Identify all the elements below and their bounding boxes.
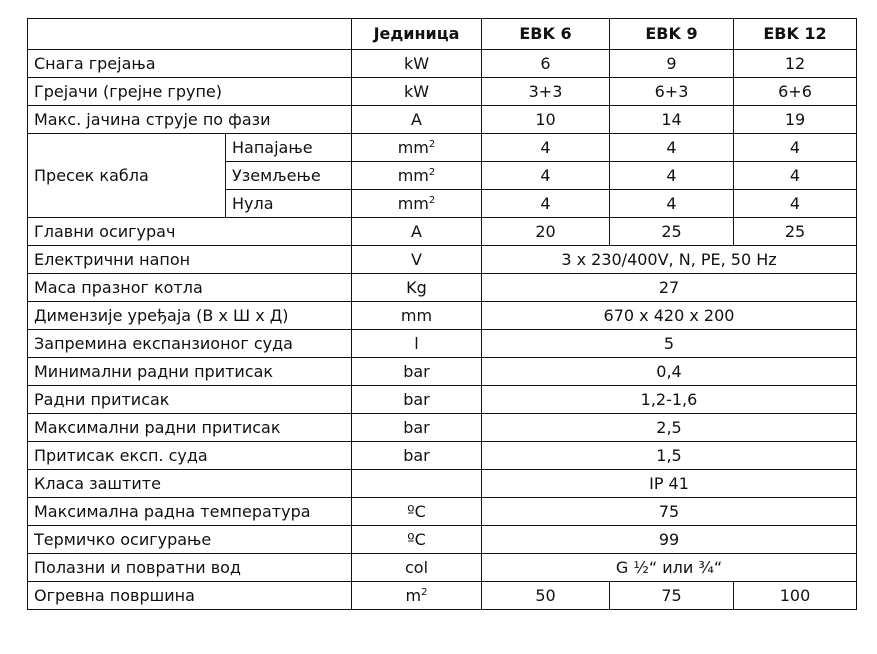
value-cell: 100 bbox=[734, 582, 857, 610]
header-model-ebk9: EBK 9 bbox=[610, 19, 734, 50]
value-cell: 14 bbox=[610, 106, 734, 134]
table-row bbox=[28, 218, 857, 246]
value-cell: 4 bbox=[610, 190, 734, 218]
table-row bbox=[28, 302, 857, 330]
row-label: Огревна површина bbox=[28, 582, 352, 610]
table-row bbox=[28, 246, 857, 274]
table-row bbox=[28, 582, 857, 610]
shared-value-cell: IP 41 bbox=[482, 470, 857, 498]
shared-value-cell: 27 bbox=[482, 274, 857, 302]
value-cell: 10 bbox=[482, 106, 610, 134]
unit-cell bbox=[352, 470, 482, 498]
shared-value-cell: 75 bbox=[482, 498, 857, 526]
unit-cell bbox=[352, 134, 482, 162]
row-label: Полазни и повратни вод bbox=[28, 554, 352, 582]
value-cell: 4 bbox=[734, 162, 857, 190]
value-cell: 6+3 bbox=[610, 78, 734, 106]
shared-value-cell: 5 bbox=[482, 330, 857, 358]
header-unit: Јединица bbox=[352, 19, 482, 50]
cable-section-label: Пресек кабла bbox=[28, 134, 226, 218]
unit-cell: A bbox=[352, 106, 482, 134]
value-cell: 6+6 bbox=[734, 78, 857, 106]
shared-value-cell: 2,5 bbox=[482, 414, 857, 442]
table-row bbox=[28, 358, 857, 386]
row-label: Снага грејања bbox=[28, 50, 352, 78]
shared-value-cell: 99 bbox=[482, 526, 857, 554]
value-cell: 9 bbox=[610, 50, 734, 78]
sub-row-label: Нула bbox=[226, 190, 352, 218]
shared-value-cell: 1,5 bbox=[482, 442, 857, 470]
row-label: Притисак експ. суда bbox=[28, 442, 352, 470]
row-label: Маса празног котла bbox=[28, 274, 352, 302]
shared-value-cell: 0,4 bbox=[482, 358, 857, 386]
value-cell: 4 bbox=[482, 190, 610, 218]
unit-cell: bar bbox=[352, 386, 482, 414]
value-cell: 19 bbox=[734, 106, 857, 134]
row-label: Минимални радни притисак bbox=[28, 358, 352, 386]
row-label: Максимални радни притисак bbox=[28, 414, 352, 442]
table-row bbox=[28, 50, 857, 78]
row-label: Грејачи (грејне групе) bbox=[28, 78, 352, 106]
table-row bbox=[28, 554, 857, 582]
unit-cell bbox=[352, 162, 482, 190]
header-model-ebk6: EBK 6 bbox=[482, 19, 610, 50]
row-label: Термичко осигурање bbox=[28, 526, 352, 554]
unit-base: mm bbox=[397, 137, 429, 157]
unit-superscript: 2 bbox=[421, 586, 428, 598]
sub-row-label: Уземљење bbox=[226, 162, 352, 190]
unit-cell: V bbox=[352, 246, 482, 274]
row-label: Главни осигурач bbox=[28, 218, 352, 246]
unit-cell: bar bbox=[352, 442, 482, 470]
value-cell: 12 bbox=[734, 50, 857, 78]
table-row bbox=[28, 274, 857, 302]
table-row bbox=[28, 526, 857, 554]
table-row bbox=[28, 498, 857, 526]
shared-value-cell: G ½“ или ¾“ bbox=[482, 554, 857, 582]
value-cell: 50 bbox=[482, 582, 610, 610]
table-row bbox=[28, 106, 857, 134]
row-label: Максимална радна температура bbox=[28, 498, 352, 526]
unit-cell bbox=[352, 582, 482, 610]
unit-cell: mm bbox=[352, 302, 482, 330]
header-blank-cell bbox=[28, 19, 352, 50]
unit-superscript: 2 bbox=[428, 194, 436, 206]
value-cell: 4 bbox=[482, 134, 610, 162]
row-label: Електрични напон bbox=[28, 246, 352, 274]
unit-cell: ºC bbox=[352, 526, 482, 554]
unit-superscript: 2 bbox=[428, 166, 436, 178]
unit-cell: ºC bbox=[352, 498, 482, 526]
unit-cell: kW bbox=[352, 50, 482, 78]
unit-cell: bar bbox=[352, 358, 482, 386]
value-cell: 4 bbox=[610, 162, 734, 190]
unit-superscript: 2 bbox=[428, 138, 436, 150]
unit-cell: kW bbox=[352, 78, 482, 106]
table-row bbox=[28, 470, 857, 498]
unit-base: mm bbox=[397, 193, 429, 213]
row-label: Радни притисак bbox=[28, 386, 352, 414]
row-label: Запремина експанзионог суда bbox=[28, 330, 352, 358]
shared-value-cell: 3 x 230/400V, N, PE, 50 Hz bbox=[482, 246, 857, 274]
unit-base: mm bbox=[397, 165, 429, 185]
table-row bbox=[28, 414, 857, 442]
value-cell: 4 bbox=[482, 162, 610, 190]
row-label: Макс. јачина струје по фази bbox=[28, 106, 352, 134]
table-row bbox=[28, 134, 857, 162]
shared-value-cell: 1,2-1,6 bbox=[482, 386, 857, 414]
unit-cell: A bbox=[352, 218, 482, 246]
value-cell: 4 bbox=[734, 134, 857, 162]
unit-cell: bar bbox=[352, 414, 482, 442]
shared-value-cell: 670 x 420 x 200 bbox=[482, 302, 857, 330]
value-cell: 25 bbox=[610, 218, 734, 246]
unit-base: m bbox=[405, 585, 422, 605]
row-label: Димензије уређаја (В х Ш х Д) bbox=[28, 302, 352, 330]
table-row bbox=[28, 442, 857, 470]
header-row bbox=[28, 19, 857, 50]
value-cell: 20 bbox=[482, 218, 610, 246]
sub-row-label: Напајање bbox=[226, 134, 352, 162]
value-cell: 75 bbox=[610, 582, 734, 610]
value-cell: 25 bbox=[734, 218, 857, 246]
value-cell: 6 bbox=[482, 50, 610, 78]
specifications-table bbox=[27, 18, 857, 610]
header-model-ebk12: EBK 12 bbox=[734, 19, 857, 50]
unit-cell: col bbox=[352, 554, 482, 582]
value-cell: 3+3 bbox=[482, 78, 610, 106]
table-row bbox=[28, 330, 857, 358]
row-label: Класа заштите bbox=[28, 470, 352, 498]
spec-sheet bbox=[27, 18, 856, 634]
value-cell: 4 bbox=[610, 134, 734, 162]
value-cell: 4 bbox=[734, 190, 857, 218]
unit-cell: Kg bbox=[352, 274, 482, 302]
table-row bbox=[28, 78, 857, 106]
table-row bbox=[28, 386, 857, 414]
unit-cell bbox=[352, 190, 482, 218]
unit-cell: l bbox=[352, 330, 482, 358]
